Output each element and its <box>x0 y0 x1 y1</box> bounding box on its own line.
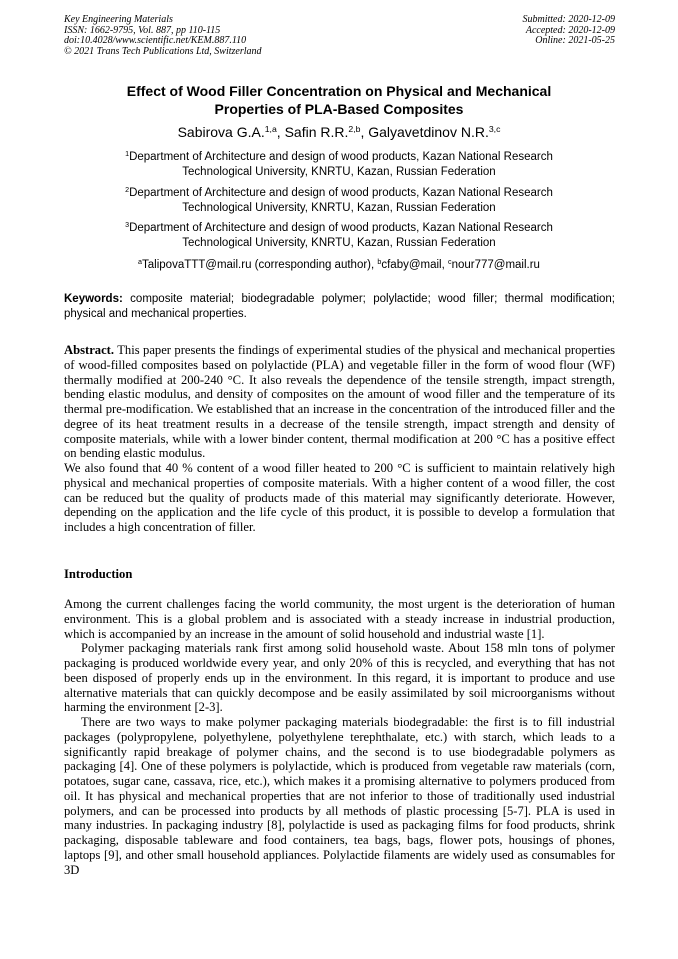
abstract-section <box>64 343 615 535</box>
intro-paragraph: Polymer packaging materials rank first among solid household waste. About 158 mln tons of polymer packaging is produced worldwide every year, and only 20% of this is recycled, and everything that has not been disposed of properly ends up in the environment. In this regard, it is important to produce and use alternative materials that can quickly decompose and be easily assimilated by soil microorganisms without harming the environment [2-3]. <box>64 641 615 715</box>
author-sup: 3,c <box>488 124 501 135</box>
affiliation-line: Technological University, KNRTU, Kazan, Russian Federation <box>182 236 496 249</box>
paper-title <box>64 82 614 118</box>
journal-issn: ISSN: 1662-9795, Vol. 887, pp 110-115 <box>64 24 221 36</box>
email-text: TalipovaTTT@mail.ru (corresponding author), <box>142 259 378 271</box>
affiliation-3 <box>64 221 614 250</box>
journal-header <box>64 15 262 57</box>
keywords-section <box>64 292 615 321</box>
email-text: cfaby@mail, <box>381 259 448 271</box>
intro-paragraph: There are two ways to make polymer packaging materials biodegradable: the first is to fill industrial packages (polypropylene, polyethylene, polyethylene terephthalate, etc.) with starch, which leads to a significantly rapid breakage of polymer chains, and the second is to use biodegradable polymers as packaging [4]. One of these polymers is polylactide, which is produced from vegetable raw materials (corn, potatoes, sugar cane, cassava, rice, etc.), which makes it a promising alternative to polymers produced from oil. It has physical and mechanical properties that are not inferior to those of traditionally used industrial polymers, and can be processed into products by all methods of plastic processing [5-7]. PLA is used in many industries. In packaging industry [8], polylactide is used as packaging films for food products, shrink packaging, disposable tableware and food containers, tea bags, bags, flower pots, housings of phones, laptops [9], and other small household appliances. Polylactide filaments are widely used as consumables for 3D <box>64 715 615 877</box>
abstract-paragraph: We also found that 40 % content of a wood filler heated to 200 °C is sufficient to maintain relatively high physical and mechanical properties of composite materials. With a higher content of a wood filler, the cost can be reduced but the quality of products made of this material may significantly deteriorate. However, depending on the application and the life cycle of this product, it is possible to develop a formulation that includes a high concentration of filler. <box>64 461 615 534</box>
affiliation-line: Department of Architecture and design of wood products, Kazan National Research <box>129 151 553 163</box>
abstract-text: This paper presents the findings of experimental studies of the physical and mechanical properties of wood-filled composites based on polylactide (PLA) and vegetable filler in the form of wood flour (WF) thermally modified at 200-240 °C. It also reveals the dependence of the tensile strength, impact strength, bending elastic modulus, and density of composites on the amount of wood filler and the temperature of its thermal pre-modification. We established that an increase in the concentration of the introduced filler and the degree of its heat treatment results in a decrease of the tensile strength, impact strength and density of composite materials, while with a lower binder content, thermal modification at 200 °C has a positive effect on bending elastic modulus. <box>64 343 615 461</box>
email-text: nour777@mail.ru <box>451 259 540 271</box>
affiliation-line: Technological University, KNRTU, Kazan, Russian Federation <box>182 165 496 178</box>
affiliation-line: Department of Architecture and design of wood products, Kazan National Research <box>129 222 553 234</box>
abstract-paragraph <box>64 343 615 461</box>
author-name: Sabirova G.A. <box>177 124 265 140</box>
title-line-2: Properties of PLA-Based Composites <box>214 101 464 117</box>
title-line-1: Effect of Wood Filler Concentration on Physical and Mechanical <box>126 83 552 99</box>
intro-paragraph: Among the current challenges facing the world community, the most urgent is the deterioration of human environment. This is a global problem and is associated with a steady increase in industrial production, which is accompanied by an increase in the amount of solid household and industrial waste [1]. <box>64 597 615 641</box>
introduction-section <box>64 597 615 877</box>
abstract-label: Abstract. <box>64 343 115 357</box>
author-sup: 2,b <box>348 124 361 135</box>
keywords-text: composite material; biodegradable polymer; polylactide; wood filler; thermal modification; physical and mechanical properties. <box>64 293 615 320</box>
author-separator: , <box>276 124 285 140</box>
section-heading-introduction: Introduction <box>64 567 133 581</box>
date-accepted: Accepted: 2020-12-09 <box>525 24 615 36</box>
journal-doi: doi:10.4028/www.scientific.net/KEM.887.110 <box>64 35 247 47</box>
affiliation-2 <box>64 186 614 215</box>
affiliation-num: 3 <box>125 221 130 230</box>
affiliation-line: Department of Architecture and design of wood products, Kazan National Research <box>129 187 553 199</box>
email-sup: a <box>138 258 143 267</box>
author-name: Galyavetdinov N.R. <box>368 124 489 140</box>
affiliation-num: 2 <box>125 186 130 195</box>
email-sup: c <box>448 258 452 267</box>
author-list <box>64 123 614 141</box>
affiliation-1 <box>64 150 614 179</box>
dates-header <box>523 15 616 47</box>
author-separator: , <box>360 124 369 140</box>
affiliation-num: 1 <box>125 150 130 159</box>
author-emails <box>64 258 614 273</box>
author-sup: 1,a <box>264 124 277 135</box>
email-sup: b <box>377 258 382 267</box>
keywords-label: Keywords: <box>64 293 123 305</box>
journal-name: Key Engineering Materials <box>64 14 173 25</box>
date-online: Online: 2021-05-25 <box>535 35 615 47</box>
author-name: Safin R.R. <box>284 124 349 140</box>
date-submitted: Submitted: 2020-12-09 <box>522 14 615 25</box>
journal-copyright: © 2021 Trans Tech Publications Ltd, Switzerland <box>64 45 262 57</box>
affiliation-line: Technological University, KNRTU, Kazan, Russian Federation <box>182 201 496 214</box>
